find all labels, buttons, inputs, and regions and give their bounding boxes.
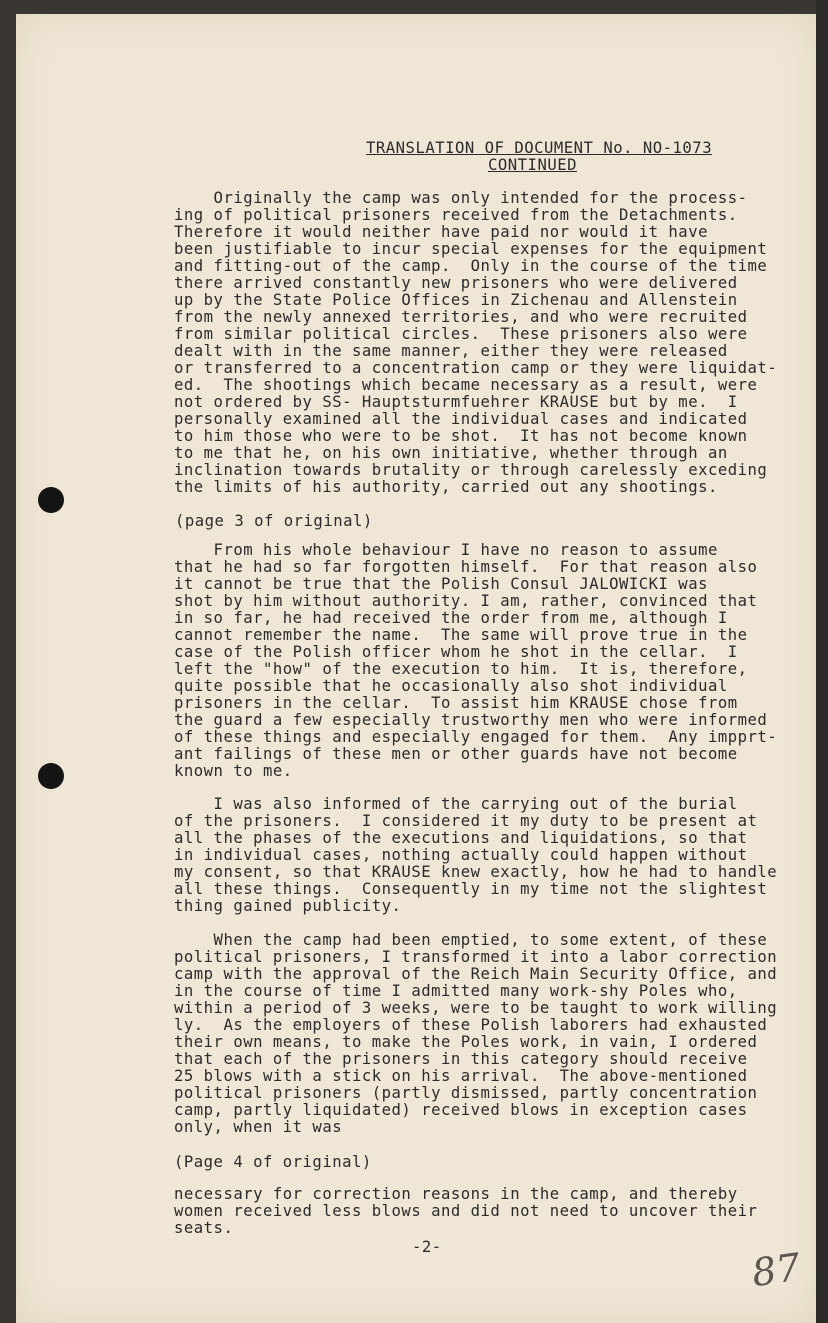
paragraph: I was also informed of the carrying out of the burial of the prisoners. I considered it my duty to be present at all the phases of the executions and liquidations, so that in individual cases, nothing actually could happen without my consent, so that KRAUSE knew exactly, how he had to handle all these things. Consequently in my time not the slightest thing gained publicity. xyxy=(174,795,778,915)
document-title: TRANSLATION OF DOCUMENT No. NO-1073 xyxy=(366,139,713,157)
handwritten-number: 87 xyxy=(749,1244,804,1296)
paragraph: From his whole behaviour I have no reason to assume that he had so far forgotten himself. For that reason also it cannot be true that the Polish Consul JALOWICKI was shot by him without authority. I am, rather, convinced that in so far, he had received the order from me, although I cannot remember the name. The same will prove true in the case of the Polish officer whom he shot in the cellar. I left the "how" of the execution to him. It is, therefore, quite possible that he occasionally also shot individual prisoners in the cellar. To assist him KRAUSE chose from the guard a few especially trustworthy men who were informed of these things and especially engaged for them. Any impprt- ant failings of these men or other guards have not become known to me. xyxy=(174,541,778,780)
right-border xyxy=(816,0,828,1323)
punch-hole xyxy=(38,487,64,513)
document-subtitle: CONTINUED xyxy=(488,156,577,174)
paragraph: necessary for correction reasons in the camp, and thereby women received less blows and did not need to uncover their seats. xyxy=(174,1185,758,1237)
paragraph: Originally the camp was only intended for the process- ing of political prisoners received from the Detachments. Therefore it would neither have paid nor would it have been justifiable to incur special expenses for the equipment and fitting-out of the camp. Only in the course of the time there arrived constantly new prisoners who were delivered up by the State Police Offices in Zichenau and Allenstein from the newly annexed territories, and who were recruited from similar political circles. These prisoners also were dealt with in the same manner, either they were released or transferred to a concentration camp or they were liquidat- ed. The shootings which became necessary as a result, were not ordered by SS- Hauptsturmfuehrer KRAUSE but by me. I personally examined all the individual cases and indicated to him those who were to be shot. It has not become known to me that he, on his own initiative, whether through an inclination towards brutality or through carelessly exceding the limits of his authority, carried out any shootings. xyxy=(174,189,778,496)
punch-hole xyxy=(38,763,64,789)
page-marker: (page 3 of original) xyxy=(175,512,373,530)
paragraph: When the camp had been emptied, to some extent, of these political prisoners, I transformed it into a labor correction camp with the approval of the Reich Main Security Office, and in the course of time I admitted many work-shy Poles who, within a period of 3 weeks, were to be taught to work willing ly. As the employers of these Polish laborers had exhausted their own means, to make the Poles work, in vain, I ordered that each of the prisoners in this category should receive 25 blows with a stick on his arrival. The above-mentioned political prisoners (partly dismissed, partly concentration camp, partly liquidated) received blows in exception cases only, when it was xyxy=(174,931,778,1136)
page-marker: (Page 4 of original) xyxy=(174,1153,372,1171)
page-number: -2- xyxy=(412,1238,442,1256)
